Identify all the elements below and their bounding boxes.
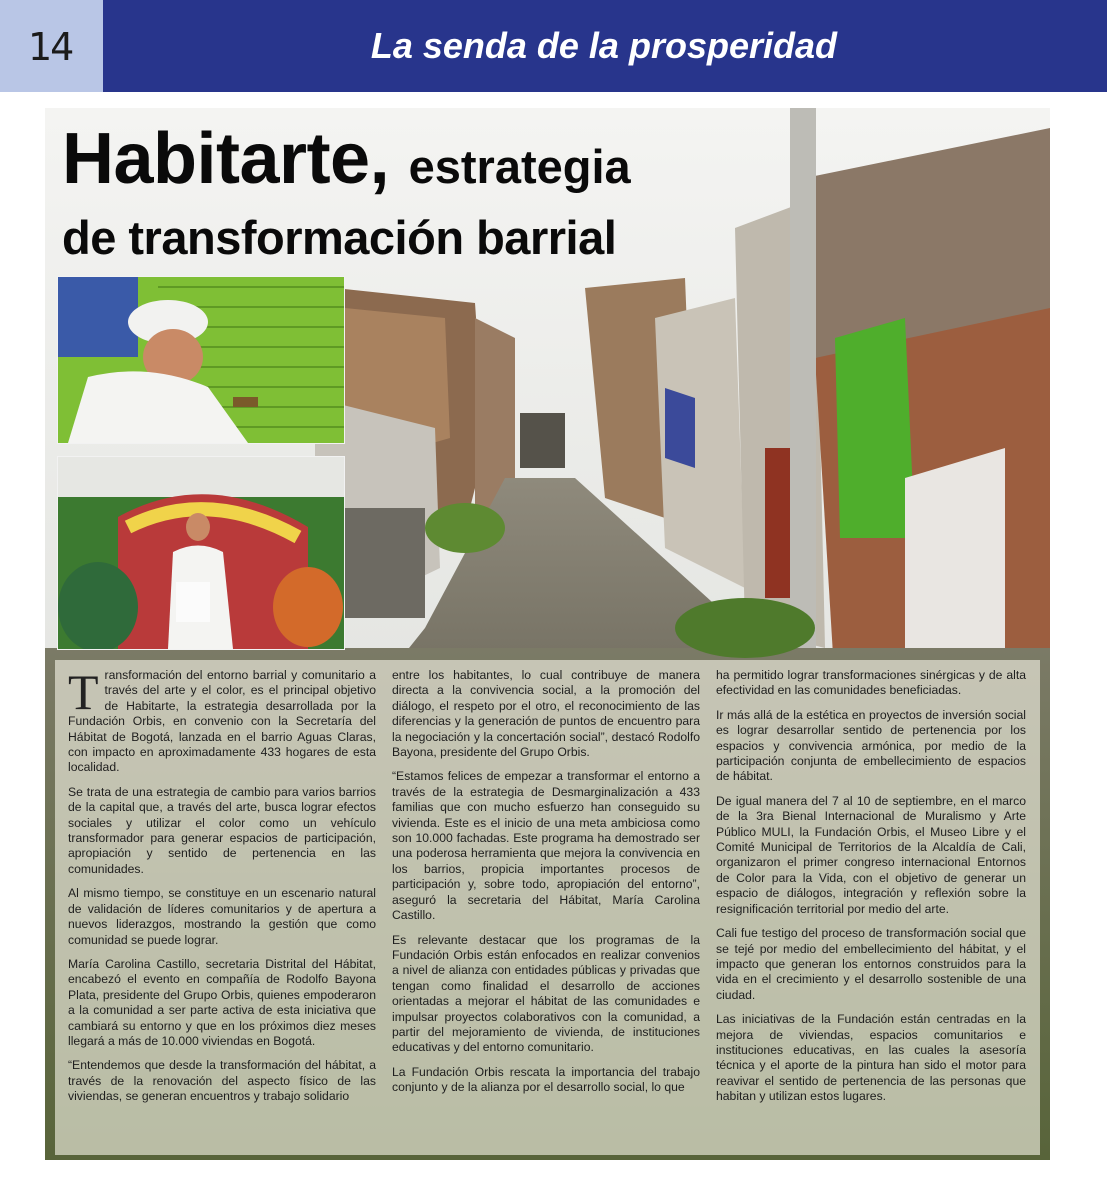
paragraph: entre los habitantes, lo cual contribuye de manera directa a la convivencia social, a la promoción del diálogo, el respeto por el otro, el reconocimiento de las diferencias y la generación de puntos de encuentro para la negociación y la concertación social”, destacó Rodolfo Bayona, presidente del Grupo Orbis.	[392, 668, 700, 760]
paragraph: “Estamos felices de empezar a transformar el entorno a través de la estrategia de Desmarginalización a 433 familias que con mucho esfuerzo han conseguido su vivienda. Este es el inicio de una meta ambiciosa como son 10.000 fachadas. Este programa ha demostrado ser una poderosa herramienta que mejora la convivencia en los barrios, propicia importantes procesos de participación y, sobre todo, apropiación del entorno”, aseguró la secretaria del Hábitat, María Carolina Castillo.	[392, 769, 700, 923]
article-column-2	[392, 668, 700, 1105]
paragraph: Al mismo tiempo, se constituye en un escenario natural de validación de líderes comunitarios y de apertura a nuevos liderazgos, mostrando la gestión que como comunidad se puede lograr.	[68, 886, 376, 947]
page-number: 14	[28, 25, 73, 69]
mural-illustration	[58, 457, 344, 649]
section-header-bar	[103, 0, 1107, 92]
article-column-3	[716, 668, 1026, 1114]
section-title: La senda de la prosperidad	[370, 25, 837, 66]
paragraph: Ir más allá de la estética en proyectos de inversión social es lograr desarrollar sentido de pertenencia por los espacios y convivencia armónica, por medio de la participación conjunta de embellecimiento de espacios de hábitat.	[716, 707, 1026, 784]
paragraph: Se trata de una estrategia de cambio para varios barrios de la capital que, a través del arte, busca lograr efectos sociales y utilizar el color como un vehículo transformador para generar espacios de participación, apropiación y sentido de pertenencia en las comunidades.	[68, 784, 376, 876]
dropcap: T	[68, 664, 99, 720]
paragraph: Cali fue testigo del proceso de transformación social que se tejé por medio del embellecimiento del hábitat, y el impacto que generan los entornos construidos para la vida en el crecimiento y el desarrollo sostenible de una ciudad.	[716, 926, 1026, 1002]
headline-line2: de transformación barrial	[62, 211, 617, 264]
paragraph: Es relevante destacar que los programas de la Fundación Orbis están enfocados en realizar convenios a nivel de alianza con entidades públicas y privadas que tengan como finalidad el desarrollo de acciones orientadas a mejorar el hábitat de las comunidades e impulsar proyectos colaborativos con la comunidad, a partir del mejoramiento de vivienda, de instituciones educativas y del entorno comunitario.	[392, 932, 700, 1055]
paragraph: María Carolina Castillo, secretaria Distrital del Hábitat, encabezó el evento en compañía de Rodolfo Bayona Plata, presidente del Grupo Orbis, quienes empoderaron a la comunidad a ser parte activa de esta iniciativa que cambiará su entorno y que en los próximos diez meses llegará a más de 10.000 viviendas en Bogotá.	[68, 956, 376, 1048]
paragraph: La Fundación Orbis rescata la importancia del trabajo conjunto y de la alianza por el desarrollo social, lo que	[392, 1064, 700, 1095]
paragraph: “Entendemos que desde la transformación del hábitat, a través de la renovación del aspecto físico de las viviendas, se generan encuentros y trabajo solidario	[68, 1058, 376, 1104]
article-column-1	[68, 664, 376, 1114]
paragraph: Las iniciativas de la Fundación están centradas en la mejora de viviendas, espacios comunitarios e instituciones educativas, en las cuales la asesoría técnica y el aporte de la pintura han sido el motor para reavivar el sentido de pertenencia de las personas que habitan y utilizan estos lugares.	[716, 1012, 1026, 1104]
headline-line1-rest: estrategia	[408, 140, 631, 193]
paragraph: De igual manera del 7 al 10 de septiembre, en el marco de la 3ra Bienal Internacional de Muralismo y Arte Público MULI, la Fundación Orbis, el Museo Libre y el Comité Municipal de Territorios de la Alcaldía de Cali, organizaron el primer congreso internacional Entornos de Color para la Vida, con el objetivo de generar un espacio de diálogos, integración y reflexión sobre la resignificación territorial por medio del arte.	[716, 793, 1026, 916]
paragraph: Transformación del entorno barrial y comunitario a través del arte y el color, es el principal objetivo de Habitarte, la estrategia desarrollada por la Fundación Orbis, en convenio con la Secretaría del Hábitat de Bogotá, lanzada en el barrio Aguas Claras, con impacto en aproximadamente 433 hogares de esta localidad.	[68, 664, 376, 775]
headline-main: Habitarte,	[62, 119, 390, 199]
paragraph: ha permitido lograr transformaciones sinérgicas y de alta efectividad en las comunidades beneficiadas.	[716, 668, 1026, 698]
painter-photo	[57, 276, 345, 444]
mural-speaker-photo	[57, 456, 345, 650]
headline	[62, 118, 762, 268]
headline-line1	[62, 118, 762, 208]
painter-illustration	[58, 277, 344, 443]
page-number-box	[0, 0, 103, 92]
